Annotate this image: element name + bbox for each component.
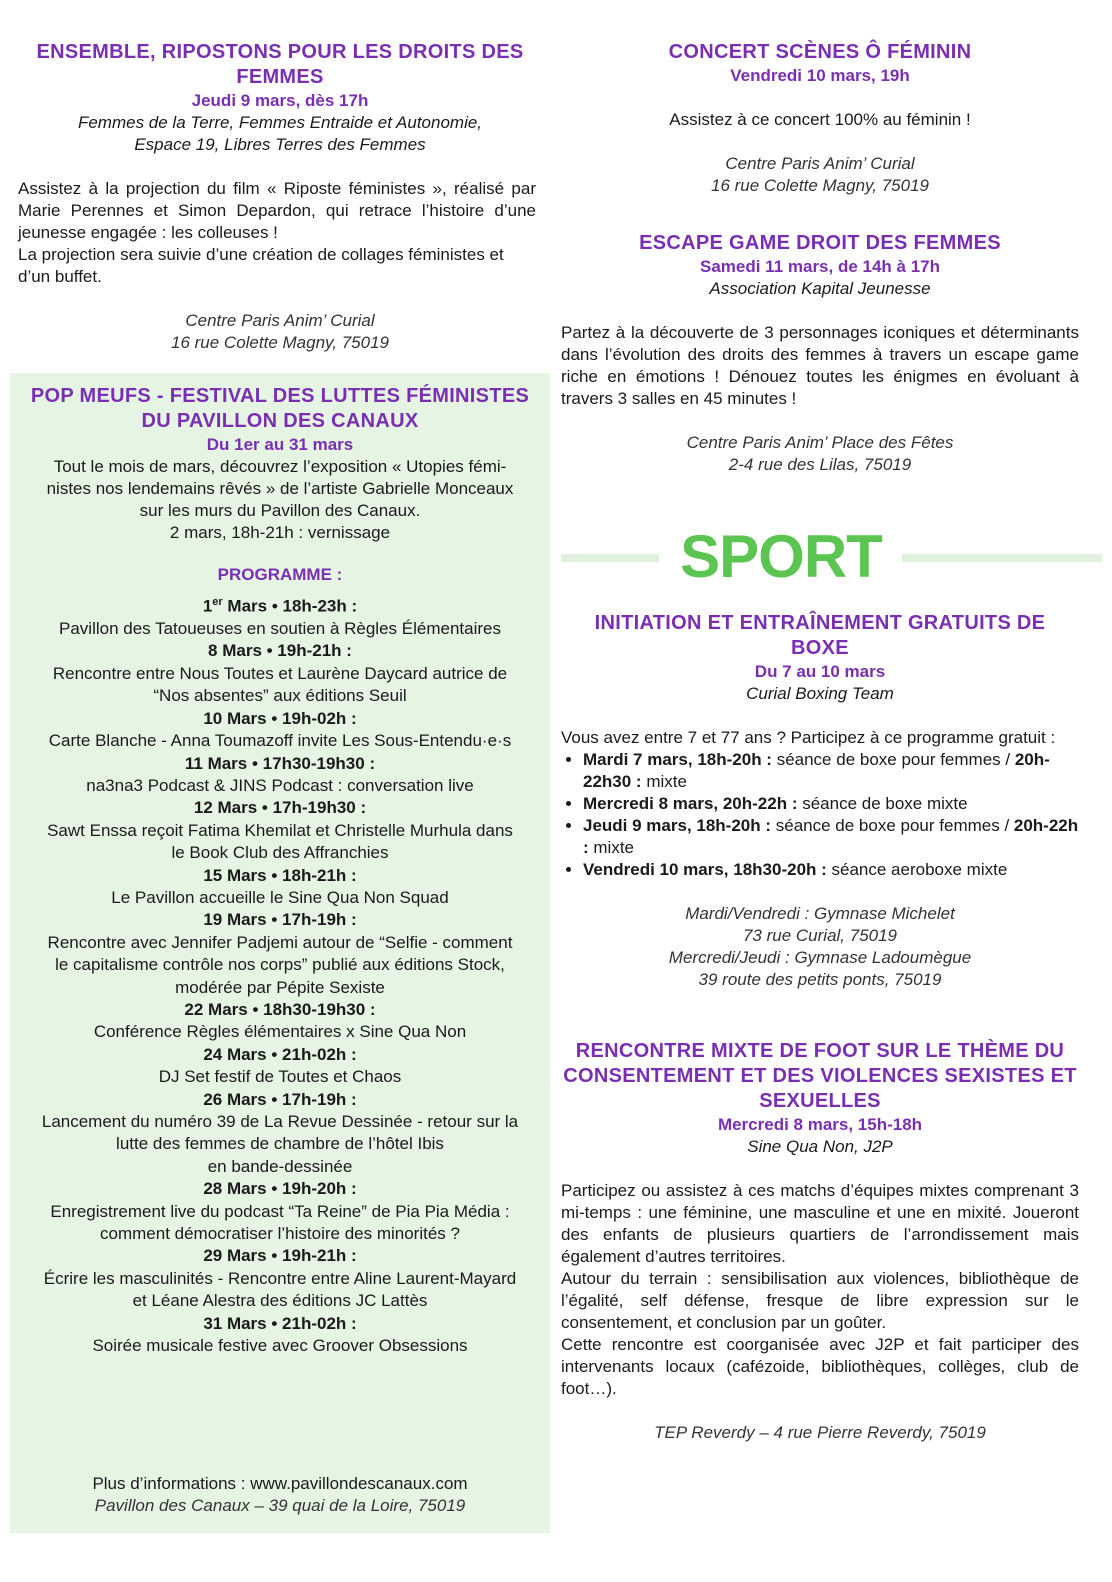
event-foot (561, 1039, 1079, 1444)
sport-section-heading (561, 523, 1102, 590)
programme-text: le capitalisme contrôle nos corps” publié aux éditions Stock, (55, 955, 505, 975)
programme-text: Écrire les masculinités - Rencontre entre Aline Laurent-Mayard (43, 1268, 517, 1288)
session-item (583, 815, 1079, 859)
programme-date: 12 Mars • 17h-19h30 : (193, 798, 367, 818)
popmeufs-footer (10, 1473, 550, 1517)
event-intro: Tout le mois de mars, découvrez l’exposition « Utopies fémi- (53, 457, 507, 476)
programme-text: comment démocratiser l’histoire des minorités ? (100, 1224, 460, 1244)
event-description: La projection sera suivie d’une création de collages féministes et d’un buffet. (18, 245, 504, 286)
event-escape-game (561, 231, 1079, 476)
event-title: INITIATION ET ENTRAÎNEMENT GRATUITS DE BOXE (594, 612, 1046, 659)
more-info: Plus d’informations : www.pavillondescanaux.com (92, 1474, 468, 1493)
programme-text: lutte des femmes de chambre de l’hôtel Ibis (116, 1134, 444, 1154)
event-place: Centre Paris Anim’ Place des Fêtes (686, 433, 954, 452)
event-address: TEP Reverdy – 4 rue Pierre Reverdy, 75019 (654, 1423, 986, 1442)
programme-date: 24 Mars • 21h-02h : (203, 1044, 357, 1064)
session-desc: mixte (588, 838, 635, 857)
session-item (583, 859, 1079, 881)
event-address: 16 rue Colette Magny, 75019 (711, 176, 929, 195)
event-title: CONCERT SCÈNES Ô FÉMININ (668, 41, 972, 63)
event-organizer: Curial Boxing Team (746, 684, 894, 703)
divider-line (902, 554, 1102, 562)
event-date: Vendredi 10 mars, 19h (730, 66, 910, 85)
programme-text: Soirée musicale festive avec Groover Obsessions (92, 1336, 468, 1356)
programme-text: Enregistrement live du podcast “Ta Reine” de Pia Pia Média : (50, 1201, 510, 1221)
programme-text: na3na3 Podcast & JINS Podcast : conversation live (86, 775, 474, 795)
event-date: Du 1er au 31 mars (206, 435, 354, 454)
programme-text: et Léane Alestra des éditions JC Lattès (132, 1291, 428, 1311)
programme-text: Le Pavillon accueille le Sine Qua Non Squad (111, 887, 449, 907)
programme-text: en bande-dessinée (207, 1156, 353, 1176)
programme-date: 28 Mars • 19h-20h : (203, 1179, 357, 1199)
event-intro: sur les murs du Pavillon des Canaux. (139, 501, 421, 520)
event-description: Partez à la découverte de 3 personnages iconiques et déterminants dans l’évolution des droits des femmes à travers un escape game riche en émotions ! Dénouez toutes les énigmes en évoluant à travers 3 salles en 45 minutes ! (561, 323, 1079, 408)
session-time: 20h-22h : (583, 816, 1079, 857)
programme-text: le Book Club des Affranchies (171, 843, 389, 863)
event-place: Centre Paris Anim’ Curial (185, 311, 375, 330)
event-title: RENCONTRE MIXTE DE FOOT SUR LE THÈME DU CONSENTEMENT ET DES VIOLENCES SEXISTES ET SEXUELLES (563, 1040, 1077, 1112)
venue: 73 rue Curial, 75019 (742, 926, 898, 945)
event-title: ENSEMBLE, RIPOSTONS POUR LES DROITS DES FEMMES (36, 41, 524, 88)
programme-text: Rencontre avec Jennifer Padjemi autour de “Selfie - comment (47, 932, 513, 952)
event-date: Mercredi 8 mars, 15h-18h (717, 1115, 923, 1134)
event-description: Vous avez entre 7 et 77 ans ? Participez à ce programme gratuit : (561, 728, 1056, 747)
event-title: POP MEUFS - FESTIVAL DES LUTTES FÉMINISTES DU PAVILLON DES CANAUX (30, 385, 530, 432)
event-organizers: Espace 19, Libres Terres des Femmes (134, 135, 426, 154)
session-time: Mardi 7 mars, 18h-20h : (583, 750, 772, 769)
programme-text: Carte Blanche - Anna Toumazoff invite Les Sous-Entendu·e·s (48, 731, 512, 751)
programme-date: 29 Mars • 19h-21h : (203, 1246, 357, 1266)
event-popmeufs (10, 384, 550, 1357)
event-address: Pavillon des Canaux – 39 quai de la Loire, 75019 (94, 1496, 466, 1515)
programme-date: 8 Mars • 19h-21h : (208, 641, 352, 661)
event-intro: nistes nos lendemains rêvés » de l’artiste Gabrielle Monceaux (46, 479, 514, 498)
programme-text: Rencontre entre Nous Toutes et Laurène Daycard autrice de (52, 663, 508, 683)
event-description: Autour du terrain : sensibilisation aux violences, bibliothèque de l’égalité, self défense, fresque de libre expression sur le consentement, et conclusion par un goûter. (561, 1269, 1079, 1332)
programme-date: 26 Mars • 17h-19h : (203, 1089, 357, 1109)
event-boxe (561, 611, 1079, 991)
venue: Mardi/Vendredi : Gymnase Michelet (685, 904, 955, 923)
session-item (583, 793, 1079, 815)
session-time: Jeudi 9 mars, 18h-20h : (583, 816, 772, 835)
programme-date: 19 Mars • 17h-19h : (203, 910, 357, 930)
programme-text: DJ Set festif de Toutes et Chaos (158, 1067, 402, 1087)
event-description: Participez ou assistez à ces matchs d’équipes mixtes comprenant 3 mi-temps : une féminine, une masculine et une en mixité. Joueront des enfants de plusieurs quartiers de l’arrondissement mais également d’autres territoires. (561, 1181, 1079, 1266)
event-title: ESCAPE GAME DROIT DES FEMMES (639, 232, 1001, 254)
venue: 39 route des petits ponts, 75019 (698, 970, 942, 989)
session-time: Mercredi 8 mars, 20h-22h : (583, 794, 798, 813)
programme-date: 1er Mars • 18h-23h : (202, 596, 358, 616)
event-description: Cette rencontre est coorganisée avec J2P et fait participer des intervenants locaux (cafézoide, bibliothèques, collèges, club de foot…). (561, 1335, 1079, 1398)
session-item (583, 749, 1079, 793)
venue: Mercredi/Jeudi : Gymnase Ladoumègue (668, 948, 972, 967)
sport-title: SPORT (680, 523, 882, 590)
event-intro: 2 mars, 18h-21h : vernissage (169, 523, 391, 542)
session-time: Vendredi 10 mars, 18h30-20h : (583, 860, 827, 879)
programme-text: “Nos absentes” aux éditions Seuil (153, 686, 407, 706)
event-date: Samedi 11 mars, de 14h à 17h (699, 257, 941, 276)
event-organizer: Association Kapital Jeunesse (709, 279, 931, 298)
session-desc: séance aeroboxe mixte (826, 860, 1008, 879)
session-time: 20h-22h30 : (583, 750, 1050, 791)
event-date: Jeudi 9 mars, dès 17h (191, 91, 369, 110)
programme-date: 15 Mars • 18h-21h : (203, 865, 357, 885)
session-desc: séance de boxe pour femmes / (771, 750, 1015, 769)
programme-list (10, 591, 550, 1357)
programme-date: 11 Mars • 17h30-19h30 : (184, 753, 376, 773)
divider-line (561, 554, 659, 562)
event-organizers: Femmes de la Terre, Femmes Entraide et Autonomie, (77, 113, 483, 132)
session-desc: mixte (641, 772, 687, 791)
programme-text: Lancement du numéro 39 de La Revue Dessinée - retour sur la (41, 1112, 519, 1131)
programme-date: 22 Mars • 18h30-19h30 : (184, 999, 376, 1019)
event-organizer: Sine Qua Non, J2P (747, 1137, 893, 1156)
programme-date: 10 Mars • 19h-02h : (203, 708, 357, 728)
event-address: 16 rue Colette Magny, 75019 (171, 333, 389, 352)
event-description: Assistez à ce concert 100% au féminin ! (669, 110, 971, 129)
programme-date: 31 Mars • 21h-02h : (203, 1313, 357, 1333)
event-address: 2-4 rue des Lilas, 75019 (728, 455, 912, 474)
event-date: Du 7 au 10 mars (754, 662, 886, 681)
programme-label: PROGRAMME : (217, 565, 343, 584)
session-desc: séance de boxe mixte (797, 794, 968, 813)
event-place: Centre Paris Anim’ Curial (725, 154, 915, 173)
programme-text: modérée par Pépite Sexiste (175, 977, 385, 997)
programme-text: Conférence Règles élémentaires x Sine Qua Non (93, 1022, 467, 1042)
session-list (561, 749, 1079, 881)
event-description: Assistez à la projection du film « Riposte féministes », réalisé par Marie Perennes et Simon Depardon, qui retrace l’histoire d’une jeunesse engagée : les colleuses ! (18, 179, 536, 242)
event-ensemble (10, 40, 550, 354)
programme-text: Pavillon des Tatoueuses en soutien à Règles Élémentaires (59, 619, 501, 639)
session-desc: séance de boxe pour femmes / (771, 816, 1014, 835)
event-concert (561, 40, 1079, 197)
programme-text: Sawt Enssa reçoit Fatima Khemilat et Christelle Murhula dans (47, 820, 513, 840)
